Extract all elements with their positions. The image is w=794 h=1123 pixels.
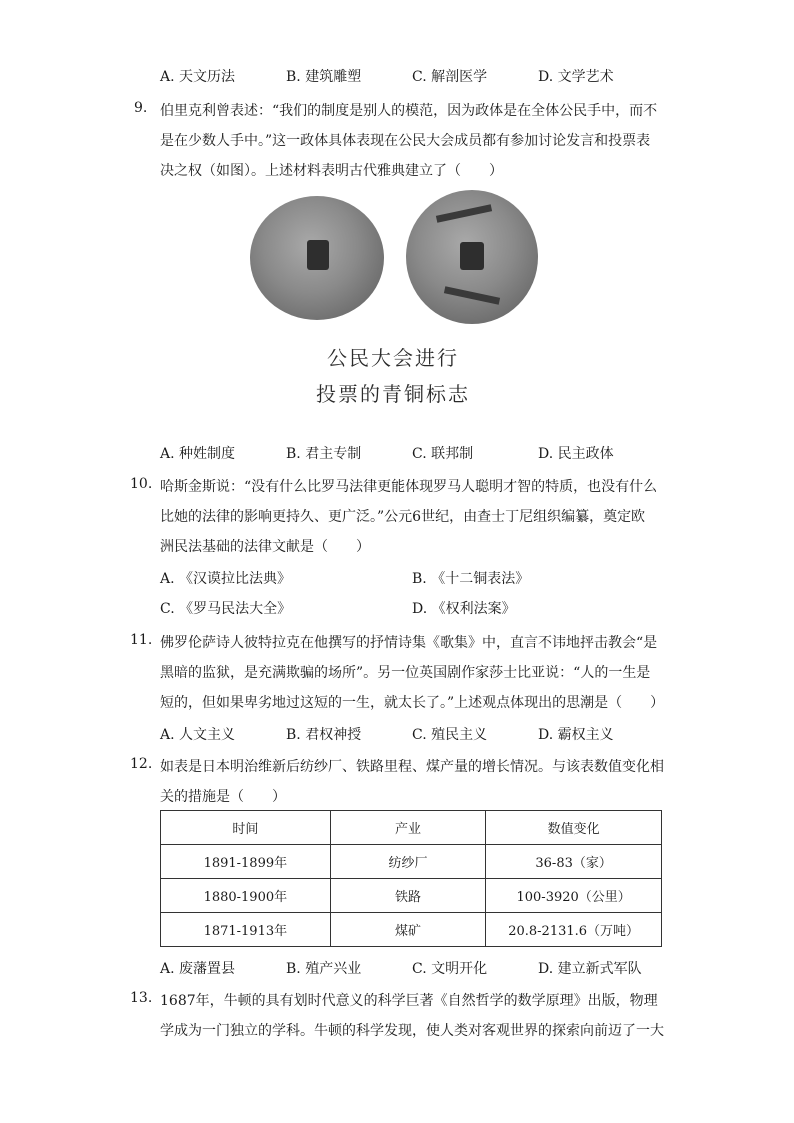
q11-line-2: 黑暗的监狱，是充满欺骗的场所”。另一位英国剧作家莎士比亚说：“人的一生是 — [160, 665, 651, 681]
token-stem — [307, 240, 329, 270]
q11-option-c: C. 殖民主义 — [412, 727, 488, 743]
q10-option-b: B. 《十二铜表法》 — [412, 571, 530, 587]
q13-number: 13. — [130, 990, 153, 1006]
q11-line-3: 短的，但如果卑劣地过这短的一生，就太长了。”上述观点体现出的思潮是（ ） — [160, 695, 665, 711]
table-header-industry: 产业 — [330, 811, 486, 845]
q13-line-2: 学成为一门独立的学科。牛顿的科学发现，使人类对客观世界的探索向前迈了一大 — [160, 1023, 664, 1039]
token-mark-top — [436, 204, 492, 222]
q10-option-d: D. 《权利法案》 — [412, 601, 516, 617]
table-cell: 100-3920（公里） — [486, 879, 662, 913]
q10-line-3: 洲民法基础的法律文献是（ ） — [160, 539, 370, 555]
bronze-voting-tokens-figure — [248, 188, 538, 428]
q9-option-a: A. 种姓制度 — [160, 446, 236, 462]
q10-option-a: A. 《汉谟拉比法典》 — [160, 571, 292, 587]
q12-line-1: 如表是日本明治维新后纺纱厂、铁路里程、煤产量的增长情况。与该表数值变化相 — [160, 759, 664, 775]
q12-option-d: D. 建立新式军队 — [538, 961, 642, 977]
q12-option-b: B. 殖产兴业 — [286, 961, 362, 977]
q8-option-b: B. 建筑雕塑 — [286, 69, 362, 85]
q9-option-b: B. 君主专制 — [286, 446, 362, 462]
q10-option-c: C. 《罗马民法大全》 — [160, 601, 292, 617]
q9-number: 9. — [134, 100, 148, 116]
q10-number: 10. — [130, 476, 153, 492]
q11-option-a: A. 人文主义 — [160, 727, 236, 743]
q11-option-d: D. 霸权主义 — [538, 727, 614, 743]
table-cell: 36-83（家） — [486, 845, 662, 879]
q10-line-1: 哈斯金斯说：“没有什么比罗马法律更能体现罗马人聪明才智的特质，也没有什么 — [160, 479, 658, 495]
figure-caption-line-1: 公民大会进行 — [327, 346, 459, 370]
q12-option-c: C. 文明开化 — [412, 961, 488, 977]
table-row — [161, 845, 662, 879]
table-header-change: 数值变化 — [486, 811, 662, 845]
table-cell: 纺纱厂 — [330, 845, 486, 879]
table-header-time: 时间 — [161, 811, 331, 845]
q11-line-1: 佛罗伦萨诗人彼特拉克在他撰写的抒情诗集《歌集》中，直言不讳地抨击教会“是 — [160, 635, 658, 651]
token-mark-bottom — [444, 286, 500, 304]
token-stem — [460, 242, 484, 270]
bronze-token-left — [250, 196, 384, 320]
figure-caption-line-2: 投票的青铜标志 — [316, 382, 470, 406]
q9-option-d: D. 民主政体 — [538, 446, 614, 462]
table-row — [161, 913, 662, 947]
q9-option-c: C. 联邦制 — [412, 446, 474, 462]
table-cell: 1880-1900年 — [161, 879, 331, 913]
japan-industry-table — [160, 810, 662, 947]
q12-option-a: A. 废藩置县 — [160, 961, 236, 977]
table-cell: 1871-1913年 — [161, 913, 331, 947]
q8-option-c: C. 解剖医学 — [412, 69, 488, 85]
table-cell: 20.8-2131.6（万吨） — [486, 913, 662, 947]
table-cell: 1891-1899年 — [161, 845, 331, 879]
bronze-token-right — [406, 190, 538, 324]
q11-option-b: B. 君权神授 — [286, 727, 362, 743]
table-row — [161, 879, 662, 913]
q10-line-2: 比她的法律的影响更持久、更广泛。”公元6世纪，由查士丁尼组织编纂，奠定欧 — [160, 509, 646, 525]
table-cell: 煤矿 — [330, 913, 486, 947]
q12-number: 12. — [130, 756, 153, 772]
q9-line-2: 是在少数人手中。”这一政体具体表现在公民大会成员都有参加讨论发言和投票表 — [160, 133, 651, 149]
q13-line-1: 1687年，牛顿的具有划时代意义的科学巨著《自然哲学的数学原理》出版，物理 — [160, 993, 658, 1009]
q11-number: 11. — [130, 632, 153, 648]
q8-option-d: D. 文学艺术 — [538, 69, 614, 85]
q8-option-a: A. 天文历法 — [160, 69, 236, 85]
table-cell: 铁路 — [330, 879, 486, 913]
q12-line-2: 关的措施是（ ） — [160, 789, 286, 805]
q9-line-3: 决之权（如图）。上述材料表明古代雅典建立了（ ） — [160, 163, 503, 179]
q9-line-1: 伯里克利曾表述：“我们的制度是别人的模范，因为政体是在全体公民手中，而不 — [160, 103, 658, 119]
table-header-row — [161, 811, 662, 845]
